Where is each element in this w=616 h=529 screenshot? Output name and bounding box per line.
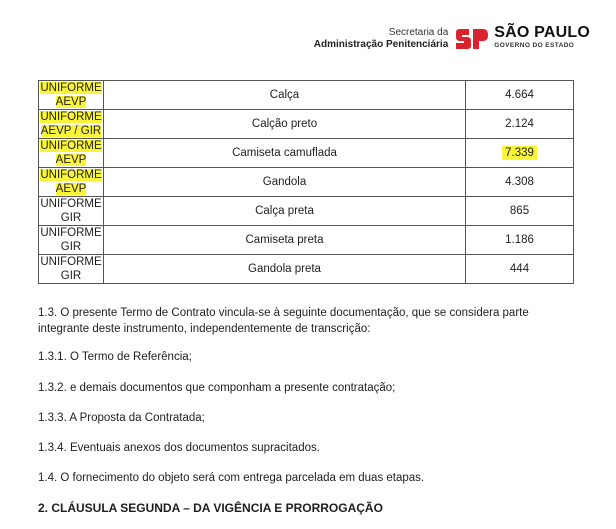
- category-cell: UNIFORME AEVP: [40, 169, 102, 195]
- category-cell: UNIFORME AEVP: [40, 140, 102, 166]
- paragraph-1-3-3: 1.3.3. A Proposta da Contratada;: [38, 412, 205, 424]
- category-cell: UNIFORME GIR: [40, 227, 102, 253]
- items-table: [38, 80, 574, 284]
- table-row: [39, 226, 574, 255]
- table-row: [39, 110, 574, 139]
- category-cell: UNIFORME AEVP: [40, 82, 102, 108]
- clause-2-heading: 2. CLÁUSULA SEGUNDA – DA VIGÊNCIA E PRORROGAÇÃO: [38, 501, 383, 515]
- sp-logo-icon: [454, 28, 490, 50]
- item-cell: Calção preto: [104, 110, 466, 139]
- paragraph-1-3: 1.3. O presente Termo de Contrato vincula-se à seguinte documentação, que se considera parte integrante deste instrumento, independentemente de transcrição:: [38, 307, 529, 335]
- highlighted-qty: 7.339: [502, 146, 537, 160]
- paragraph-1-4: 1.4. O fornecimento do objeto será com entrega parcelada em duas etapas.: [38, 472, 425, 484]
- table-row: [39, 197, 574, 226]
- qty-cell: 2.124: [466, 110, 574, 139]
- qty-cell: 444: [466, 255, 574, 284]
- paragraph-1-3-4: 1.3.4. Eventuais anexos dos documentos supracitados.: [38, 442, 320, 454]
- state-label: SÃO PAULO: [494, 24, 590, 41]
- item-cell: Gandola: [104, 168, 466, 197]
- table-row: [39, 255, 574, 284]
- qty-cell: [466, 139, 574, 168]
- qty-cell: 4.664: [466, 81, 574, 110]
- table-row: [39, 81, 574, 110]
- category-cell: UNIFORME GIR: [40, 256, 102, 282]
- item-cell: Calça: [104, 81, 466, 110]
- item-cell: Gandola preta: [104, 255, 466, 284]
- item-cell: Camiseta preta: [104, 226, 466, 255]
- admin-label: Administração Penitenciária: [313, 39, 449, 50]
- category-cell: UNIFORME AEVP / GIR: [40, 111, 102, 137]
- category-cell: UNIFORME GIR: [40, 198, 102, 224]
- qty-cell: 1.186: [466, 226, 574, 255]
- state-name: [494, 26, 590, 52]
- qty-cell: 4.308: [466, 168, 574, 197]
- item-cell: Calça preta: [104, 197, 466, 226]
- page-header: [314, 26, 590, 52]
- table-row: [39, 168, 574, 197]
- qty-cell: 865: [466, 197, 574, 226]
- paragraph-1-3-1: 1.3.1. O Termo de Referência;: [38, 351, 192, 363]
- paragraph-1-3-2: 1.3.2. e demais documentos que componham a presente contratação;: [38, 382, 396, 394]
- org-name: [314, 27, 449, 51]
- item-cell: Camiseta camuflada: [104, 139, 466, 168]
- table-row: [39, 139, 574, 168]
- gov-label: GOVERNO DO ESTADO: [494, 42, 575, 49]
- secretaria-label: Secretaria da: [388, 27, 449, 38]
